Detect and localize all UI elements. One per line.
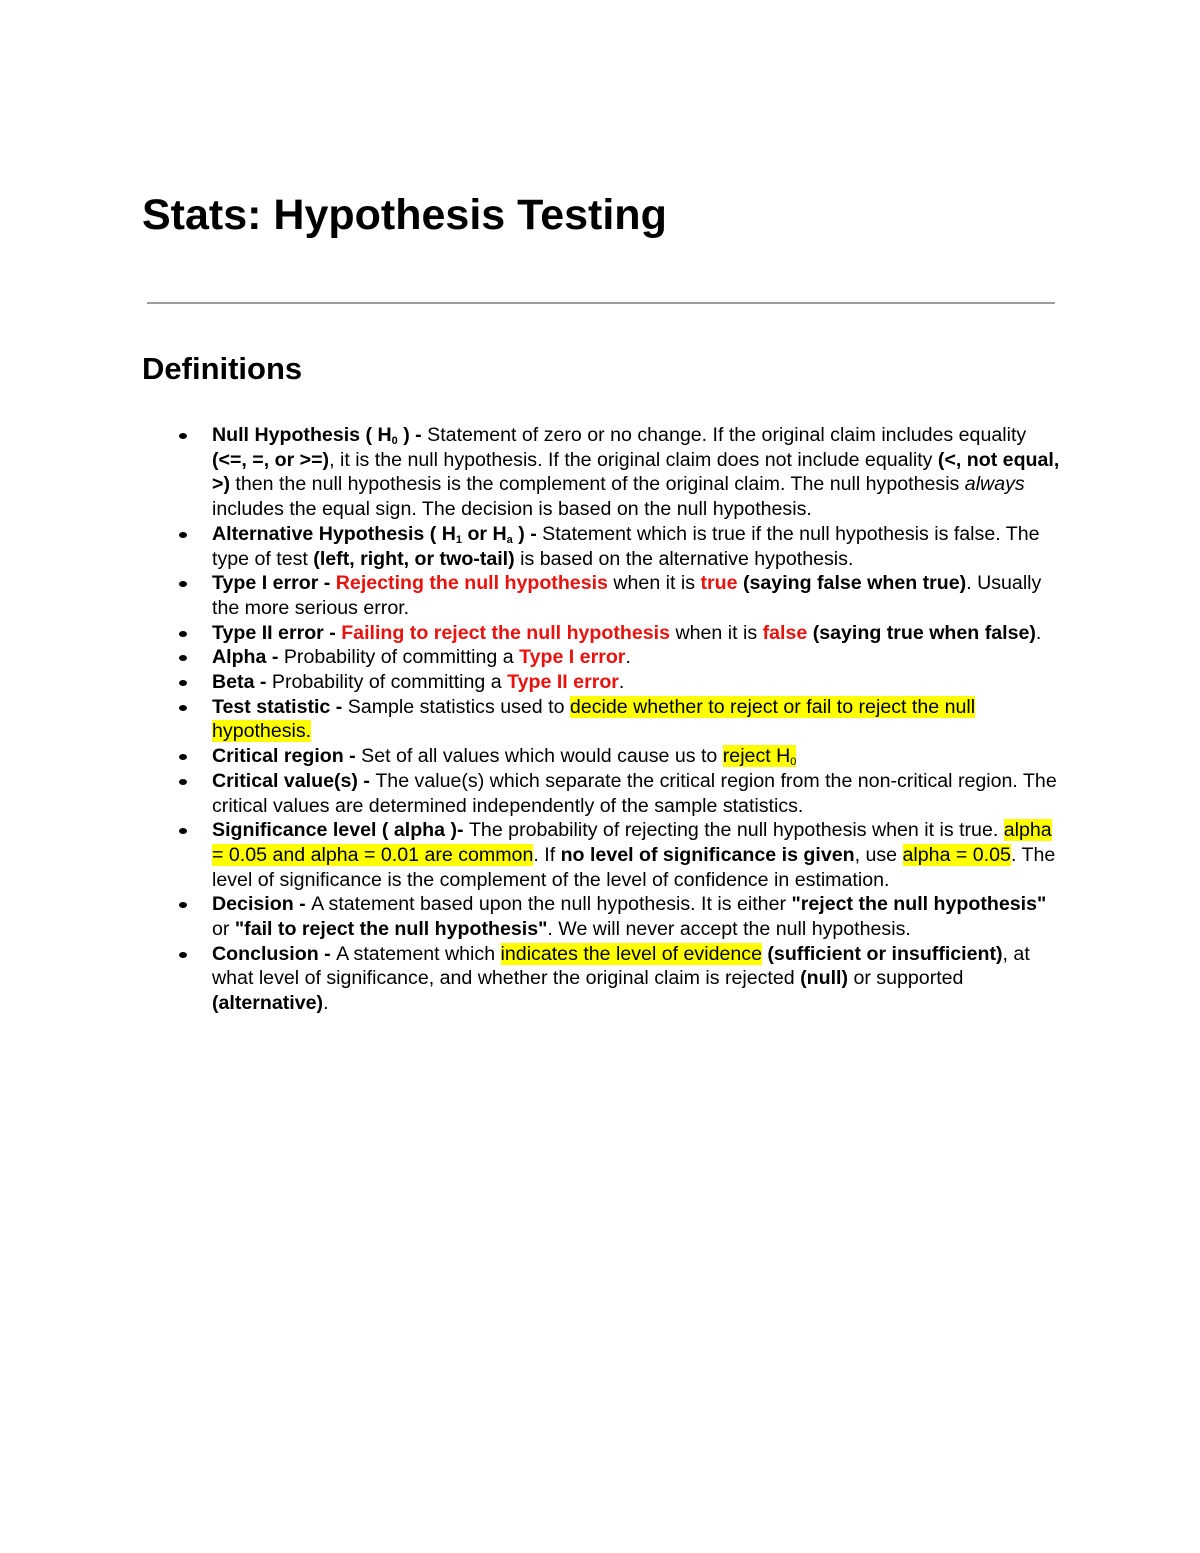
definition-text: , use [854,843,903,866]
bullet-dot-icon [179,754,187,760]
definition-red-text: true [700,572,738,595]
bullet-dot-icon [179,581,187,587]
definition-bold-text: "fail to reject the null hypothesis" [234,918,548,941]
definition-text: A statement which [336,942,501,965]
definition-text: Probability of committing a [271,671,508,694]
term-label: Critical region - [212,745,362,768]
definitions-list [142,423,1060,1016]
definition-red-text: Type I error [519,646,626,669]
definition-text: or [212,918,235,941]
term-label: Test statistic - [212,695,348,718]
definition-text: includes the equal sign. The decision is based on the null hypothesis. [212,498,812,521]
definition-conclusion [142,942,1060,1016]
term-label: Decision - [212,893,312,916]
definition-bold-text: (left, right, or two-tail) [313,547,515,570]
definition-text: when it is [607,572,701,595]
definition-text: The value(s) which separate the critical region from the non-critical region. The critical values are determined independently of the sample statistics. [212,769,1057,817]
bullet-dot-icon [179,705,187,711]
highlighted-text: alpha = 0.05 [902,843,1011,866]
definition-critical-region [142,744,1060,769]
bullet-dot-icon [179,902,187,908]
highlighted-text: decide whether to reject or fail to reject the null hypothesis. [212,695,976,743]
definition-decision [142,892,1060,941]
term-label: Type II error - [212,621,342,644]
definition-text: , it is the null hypothesis. If the original claim does not include equality [329,448,938,471]
definition-text: Statement of zero or no change. If the original claim includes equality [427,424,1027,446]
definition-red-text: Type II error [507,671,619,694]
term-label: Beta - [212,671,272,694]
definition-type-i-error [142,571,1060,620]
bullet-dot-icon [179,828,187,834]
definition-bold-text: (saying true when false) [807,621,1036,644]
highlighted-text: indicates the level of evidence [500,942,762,965]
definition-text: . [625,646,631,669]
definition-italic-text: always [964,473,1025,496]
definition-alternative-hypothesis [142,522,1060,571]
term-label: Critical value(s) - [212,769,376,792]
definition-text: . We will never accept the null hypothesis. [547,918,911,941]
definition-text: . The level of significance is the complement of the level of confidence in estimation. [212,843,1056,891]
bullet-dot-icon [179,779,187,785]
horizontal-rule [147,302,1055,304]
highlighted-text: reject $H_0$ [722,745,797,769]
definition-significance-level [142,818,1060,892]
term-label: Significance level ( alpha )- [212,819,469,842]
bullet-dot-icon [179,680,187,686]
term-label: Conclusion - [212,942,337,965]
definition-bold-text: (saying false when true) [737,572,967,595]
definition-text: The probability of rejecting the null hypothesis when it is true. [468,819,1004,842]
definition-text: Probability of committing a [283,646,520,669]
definition-null-hypothesis [142,423,1060,522]
bullet-dot-icon [179,655,187,661]
bullet-dot-icon [179,952,187,958]
definition-bold-text: (<, not equal, >) [212,448,1060,496]
definition-text: Set of all values which would cause us to [361,745,723,768]
definition-red-text: Failing to reject the null hypothesis [341,621,670,644]
definition-text: A statement based upon the null hypothesis. It is either [311,893,792,916]
definition-text: when it is [670,621,763,644]
definition-critical-values [142,769,1060,818]
bullet-dot-icon [179,532,187,538]
term-label: Type I error - [212,572,336,595]
definition-text: then the null hypothesis is the complement of the original claim. The null hypothesis [229,473,965,496]
definition-bold-text: (<=, =, or >=) [212,448,330,471]
definition-text: . [618,671,625,694]
definition-text: or supported [848,967,964,990]
definition-beta [142,670,1060,695]
definition-bold-text: (alternative) [212,992,324,1015]
definition-type-ii-error [142,621,1060,646]
definition-text: is based on the alternative hypothesis. [514,547,854,570]
bullet-dot-icon [179,433,187,439]
section-heading-definitions: Definitions [142,351,303,386]
definition-bold-text: no level of significance is given [560,843,855,866]
definition-text: . [1035,621,1042,644]
document-title: Stats: Hypothesis Testing [142,191,667,239]
term-label: Null Hypothesis ( $H_0$ ) - [212,424,428,447]
term-label: Alpha - [212,646,284,669]
definition-text: . [323,992,329,1015]
term-label: Alternative Hypothesis ( $H_1$ or $H_a$ ) - [212,522,543,546]
definition-text: , at what level of significance, and whether the original claim is rejected [212,942,1030,990]
definition-red-text: false [762,621,808,644]
definition-bold-text: (null) [800,967,848,990]
definition-alpha [142,645,1060,670]
highlighted-text: alpha = 0.05 and alpha = 0.01 are common [212,819,1052,866]
definition-text: . If [533,843,561,866]
definition-bold-text: "reject the null hypothesis" [791,893,1047,916]
bullet-dot-icon [179,631,187,637]
definition-test-statistic [142,695,1060,744]
definition-bold-text: (sufficient or insufficient) [761,942,1003,965]
definition-text: Sample statistics used to [347,695,570,718]
definition-red-text: Rejecting the null hypothesis [335,572,608,595]
definition-text: . Usually the more serious error. [212,572,1042,619]
definition-text: Statement which is true if the null hypothesis is false. The type of test [212,522,1040,570]
